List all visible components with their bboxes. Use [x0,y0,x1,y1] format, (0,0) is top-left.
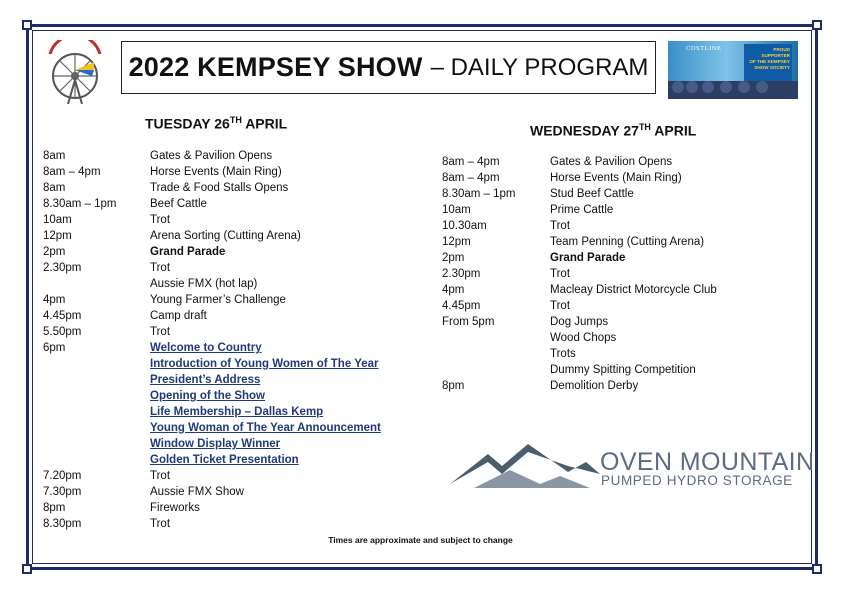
schedule-event: Wood Chops [550,332,617,344]
schedule-row [442,362,822,378]
schedule-time: 4.45pm [442,300,481,312]
ceremony-link[interactable]: Opening of the Show [150,390,265,402]
schedule-time: 4.45pm [43,310,82,322]
schedule-row [43,372,423,388]
banner-line: SUPPORTER [761,53,790,58]
schedule-time: 10am [442,204,471,216]
border-corner [22,20,32,30]
schedule-row [43,148,423,164]
schedule-row [442,314,822,330]
schedule-row [43,260,423,276]
sponsor-name: OVEN MOUNTAIN [600,448,815,476]
schedule-time: 7.20pm [43,470,82,482]
schedule-time: 8am – 4pm [442,156,500,168]
schedule-row [43,420,423,436]
schedule-time: 8pm [43,502,66,514]
schedule-event: Trade & Food Stalls Opens [150,182,289,194]
schedule-row [43,276,423,292]
ceremony-link[interactable]: Introduction of Young Women of The Year [150,358,379,370]
schedule-time: 8.30pm [43,518,82,530]
schedule-event: Arena Sorting (Cutting Arena) [150,230,301,242]
schedule-event: Trot [550,268,571,280]
ceremony-link[interactable]: Life Membership – Dallas Kemp [150,406,324,418]
schedule-event: Trots [550,348,576,360]
page-title: 2022 KEMPSEY SHOW [128,52,423,82]
schedule-row [43,164,423,180]
border-corner [812,564,822,574]
schedule-time: 8.30am – 1pm [43,198,117,210]
schedule-event: Grand Parade [550,252,626,264]
schedule-row [442,170,822,186]
schedule-row [442,250,822,266]
banner-brand: COSTLINE [686,45,722,52]
schedule-event: Fireworks [150,502,200,514]
schedule-row [43,388,423,404]
schedule-row [43,180,423,196]
schedule-time: 8am [43,182,66,194]
banner-line: PROUD [773,47,790,52]
schedule-row [43,292,423,308]
schedule-event: Trot [150,214,171,226]
schedule-row [43,228,423,244]
title-box [121,41,656,94]
schedule-row [43,404,423,420]
banner-crowd-photo [668,81,798,99]
schedule-time: 2pm [43,246,66,258]
ceremony-link[interactable]: Window Display Winner [150,438,281,450]
schedule-row [43,244,423,260]
schedule-row [442,154,822,170]
ceremony-link[interactable]: Golden Ticket Presentation [150,454,299,466]
schedule-row [442,186,822,202]
schedule-row [43,340,423,356]
schedule-row [43,196,423,212]
coastline-sponsor-banner [668,41,798,99]
schedule-row [43,468,423,484]
schedule-time: 8am – 4pm [442,172,500,184]
schedule-event: Macleay District Motorcycle Club [550,284,717,296]
schedule-event: Trot [150,518,171,530]
sponsor-subtitle: PUMPED HYDRO STORAGE [601,473,793,488]
ceremony-link[interactable]: President’s Address [150,374,261,386]
schedule-row [442,234,822,250]
banner-line: OF THE KEMPSEY [749,59,790,64]
schedule-event: Grand Parade [150,246,226,258]
ceremony-link[interactable]: Young Woman of The Year Announcement [150,422,381,434]
schedule-time: 5.50pm [43,326,82,338]
schedule-event: Demolition Derby [550,380,639,392]
schedule-time: 6pm [43,342,66,354]
schedule-time: 8pm [442,380,465,392]
schedule-event: Aussie FMX (hot lap) [150,278,258,290]
schedule-time: 10.30am [442,220,487,232]
disclaimer: Times are approximate and subject to change [328,535,513,545]
schedule-row [43,516,423,532]
schedule-time: 7.30pm [43,486,82,498]
schedule-time: From 5pm [442,316,495,328]
schedule-event: Horse Events (Main Ring) [550,172,682,184]
tuesday-heading: TUESDAY 26TH APRIL [145,115,288,132]
schedule-event: Young Farmer’s Challenge [150,294,286,306]
schedule-event: Horse Events (Main Ring) [150,166,282,178]
schedule-row [442,346,822,362]
schedule-event: Stud Beef Cattle [550,188,634,200]
schedule-row [442,330,822,346]
schedule-event: Beef Cattle [150,198,207,210]
schedule-event: Dog Jumps [550,316,609,328]
schedule-event: Camp draft [150,310,207,322]
schedule-event: Prime Cattle [550,204,614,216]
schedule-row [442,266,822,282]
schedule-row [43,484,423,500]
schedule-time: 2.30pm [442,268,481,280]
schedule-row [43,308,423,324]
schedule-event: Aussie FMX Show [150,486,244,498]
schedule-row [442,218,822,234]
schedule-row [442,202,822,218]
ceremony-link[interactable]: Welcome to Country [150,342,262,354]
wednesday-heading: WEDNESDAY 27TH APRIL [530,122,697,139]
schedule-time: 8.30am – 1pm [442,188,516,200]
schedule-time: 4pm [43,294,66,306]
schedule-row [43,212,423,228]
page-subtitle: – DAILY PROGRAM [430,53,649,81]
schedule-time: 8am [43,150,66,162]
show-society-logo [44,40,106,106]
schedule-time: 12pm [43,230,72,242]
schedule-event: Trot [150,326,171,338]
schedule-event: Dummy Spitting Competition [550,364,696,376]
schedule-row [43,500,423,516]
schedule-row [43,324,423,340]
schedule-row [43,356,423,372]
border-corner [812,20,822,30]
schedule-row [442,298,822,314]
schedule-event: Trot [150,470,171,482]
schedule-row [43,436,423,452]
banner-line: SHOW SOCIETY [754,65,790,70]
schedule-time: 12pm [442,236,471,248]
border-corner [22,564,32,574]
schedule-row [442,378,822,394]
schedule-event: Trot [550,220,571,232]
schedule-row [43,452,423,468]
schedule-time: 2.30pm [43,262,82,274]
schedule-row [442,282,822,298]
schedule-time: 8am – 4pm [43,166,101,178]
schedule-event: Trot [150,262,171,274]
schedule-time: 10am [43,214,72,226]
schedule-event: Gates & Pavilion Opens [550,156,673,168]
schedule-event: Trot [550,300,571,312]
schedule-event: Gates & Pavilion Opens [150,150,273,162]
schedule-time: 4pm [442,284,465,296]
schedule-time: 2pm [442,252,465,264]
schedule-event: Team Penning (Cutting Arena) [550,236,705,248]
